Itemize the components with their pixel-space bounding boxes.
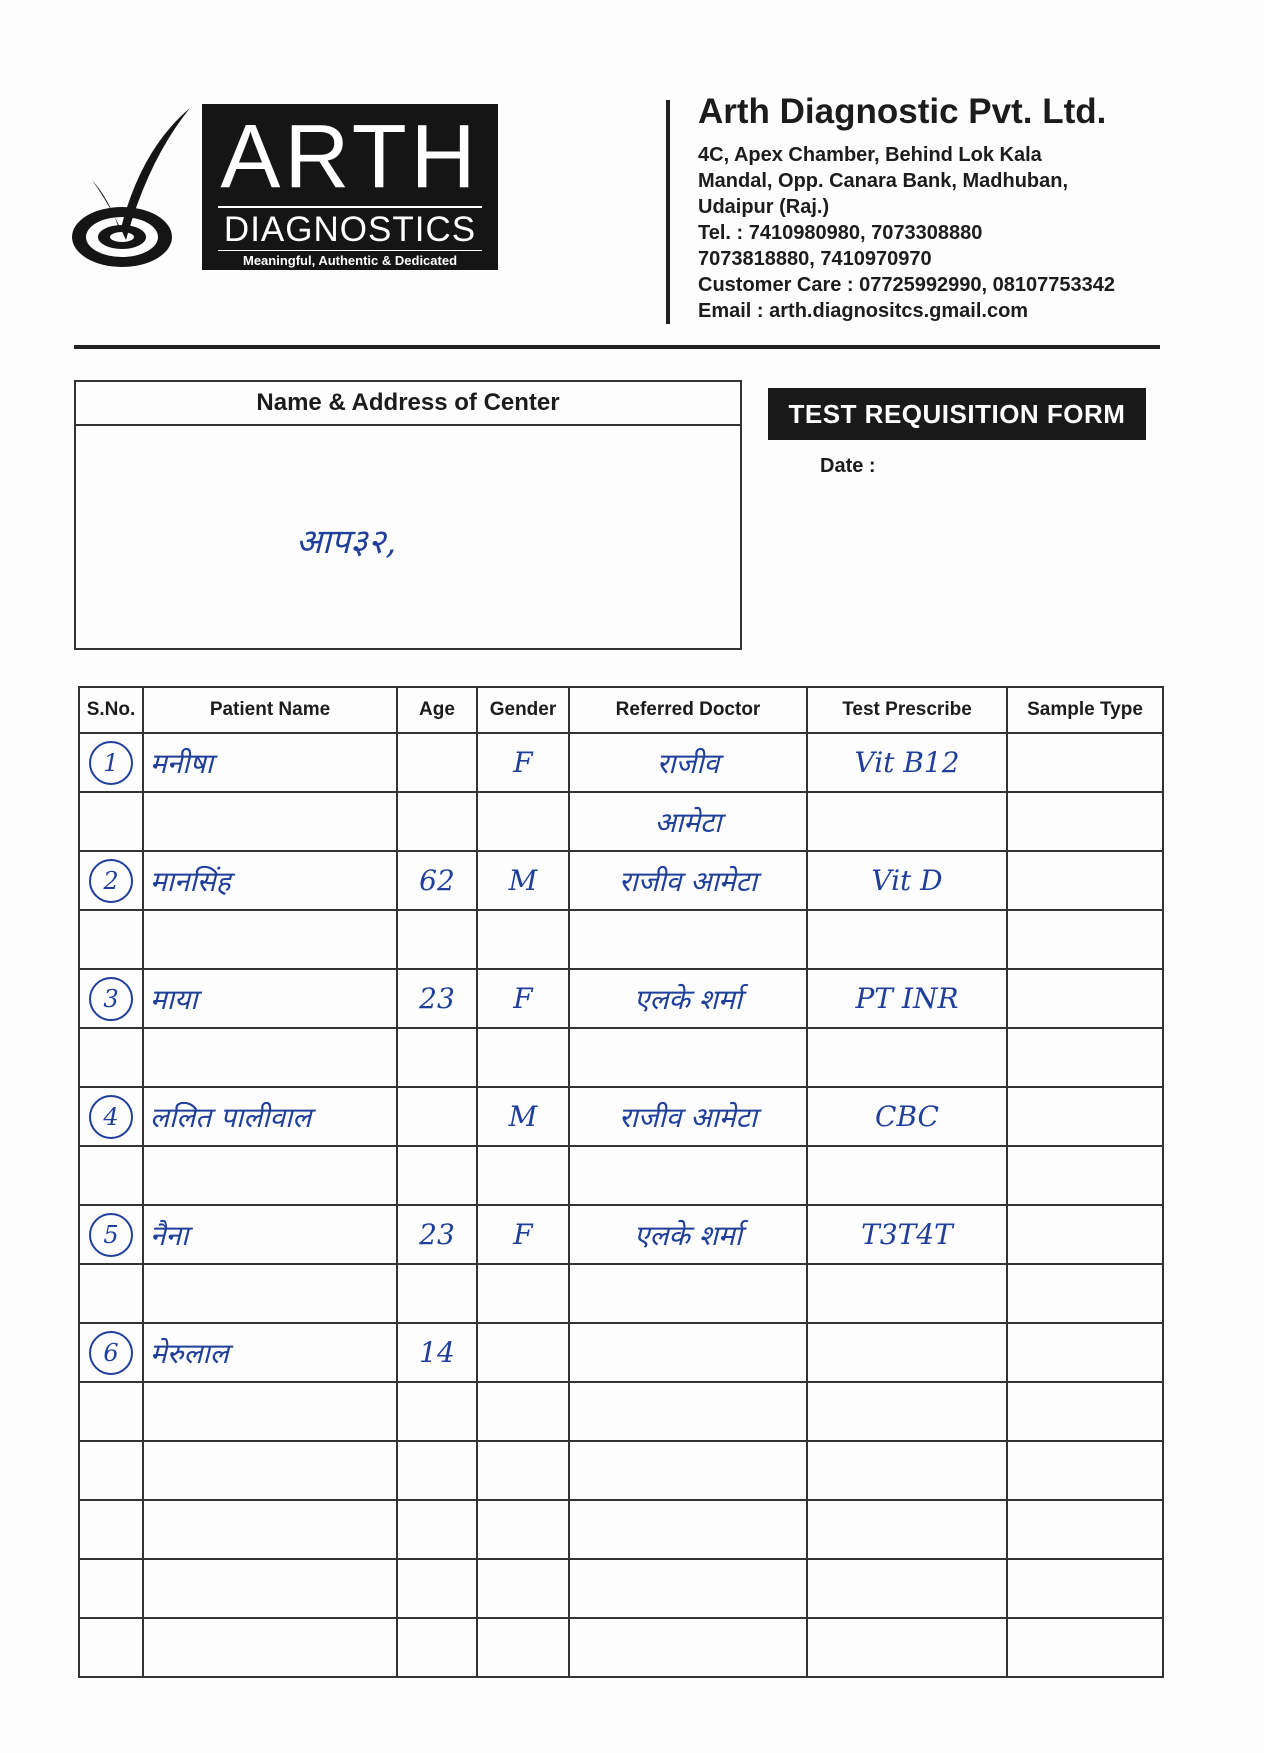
- cell-sample-type[interactable]: [1007, 1500, 1163, 1559]
- cell-age[interactable]: [397, 792, 477, 851]
- header-sample-type: Sample Type: [1007, 687, 1163, 733]
- cell-test-prescribe[interactable]: Vit B12: [807, 733, 1007, 792]
- cell-patient-name[interactable]: मनीषा: [143, 733, 397, 792]
- cell-age[interactable]: [397, 733, 477, 792]
- table-row: [79, 1087, 1163, 1146]
- table-row: [79, 1205, 1163, 1264]
- form-title: TEST REQUISITION FORM: [768, 388, 1146, 440]
- header-divider: [666, 100, 670, 324]
- cell-sno[interactable]: [79, 1323, 143, 1382]
- cell-gender[interactable]: F: [477, 733, 569, 792]
- cell-age[interactable]: 23: [397, 969, 477, 1028]
- cell-patient-name[interactable]: [143, 1500, 397, 1559]
- cell-gender[interactable]: [477, 1559, 569, 1618]
- cell-patient-name[interactable]: मेरुलाल: [143, 1323, 397, 1382]
- cell-gender[interactable]: [477, 1028, 569, 1087]
- cell-sno[interactable]: [79, 1087, 143, 1146]
- address-line-3: Udaipur (Raj.): [698, 196, 830, 218]
- cell-sample-type[interactable]: [1007, 1087, 1163, 1146]
- cell-gender[interactable]: [477, 1500, 569, 1559]
- center-address-box: [74, 380, 742, 650]
- cell-gender[interactable]: [477, 1323, 569, 1382]
- cell-patient-name[interactable]: [143, 1618, 397, 1677]
- header-test-prescribe: Test Prescribe: [807, 687, 1007, 733]
- cell-age[interactable]: [397, 1028, 477, 1087]
- phone-line-2: 7073818880, 7410970970: [698, 248, 932, 270]
- cell-sno[interactable]: [79, 1559, 143, 1618]
- cell-sno[interactable]: [79, 910, 143, 969]
- table-row: [79, 1618, 1163, 1677]
- target-check-icon: [70, 100, 202, 275]
- address-line-2: Mandal, Opp. Canara Bank, Madhuban,: [698, 170, 1069, 192]
- cell-referred-doctor[interactable]: [569, 1264, 807, 1323]
- header-rule: [74, 345, 1160, 349]
- cell-patient-name[interactable]: [143, 1382, 397, 1441]
- cell-test-prescribe[interactable]: [807, 1382, 1007, 1441]
- cell-gender[interactable]: M: [477, 851, 569, 910]
- cell-test-prescribe[interactable]: [807, 1441, 1007, 1500]
- cell-sno[interactable]: [79, 1205, 143, 1264]
- cell-test-prescribe[interactable]: PT INR: [807, 969, 1007, 1028]
- table-row: [79, 1559, 1163, 1618]
- cell-test-prescribe[interactable]: [807, 1618, 1007, 1677]
- cell-sno[interactable]: [79, 1441, 143, 1500]
- cell-age[interactable]: [397, 1559, 477, 1618]
- cell-sno[interactable]: [79, 1500, 143, 1559]
- cell-test-prescribe[interactable]: [807, 1146, 1007, 1205]
- cell-referred-doctor[interactable]: राजीव आमेटा: [569, 851, 807, 910]
- cell-referred-doctor[interactable]: आमेटा: [569, 792, 807, 851]
- table-header-row: [79, 687, 1163, 733]
- cell-test-prescribe[interactable]: [807, 1323, 1007, 1382]
- cell-sample-type[interactable]: [1007, 1264, 1163, 1323]
- sno-circle: 2: [89, 859, 133, 903]
- cell-sample-type[interactable]: [1007, 969, 1163, 1028]
- table-row: [79, 1441, 1163, 1500]
- cell-referred-doctor[interactable]: [569, 1618, 807, 1677]
- table-row: [79, 851, 1163, 910]
- cell-sample-type[interactable]: [1007, 1323, 1163, 1382]
- sno-circle: 4: [89, 1095, 133, 1139]
- cell-sno[interactable]: [79, 1264, 143, 1323]
- logo-brand-name: ARTH: [220, 107, 480, 207]
- cell-sample-type[interactable]: [1007, 733, 1163, 792]
- cell-patient-name[interactable]: ललित पालीवाल: [143, 1087, 397, 1146]
- center-box-title: Name & Address of Center: [76, 382, 740, 426]
- cell-age[interactable]: 23: [397, 1205, 477, 1264]
- cell-age[interactable]: [397, 1382, 477, 1441]
- logo-divider-2: [218, 250, 482, 251]
- sno-circle: 5: [89, 1213, 133, 1257]
- cell-test-prescribe[interactable]: T3T4T: [807, 1205, 1007, 1264]
- cell-referred-doctor[interactable]: [569, 910, 807, 969]
- cell-sample-type[interactable]: [1007, 1146, 1163, 1205]
- cell-gender[interactable]: M: [477, 1087, 569, 1146]
- cell-sample-type[interactable]: [1007, 1382, 1163, 1441]
- cell-sample-type[interactable]: [1007, 851, 1163, 910]
- cell-sno[interactable]: [79, 851, 143, 910]
- cell-patient-name[interactable]: [143, 1441, 397, 1500]
- phone-line-1: Tel. : 7410980980, 7073308880: [698, 222, 983, 244]
- company-name: Arth Diagnostic Pvt. Ltd.: [698, 92, 1107, 131]
- cell-age[interactable]: [397, 1264, 477, 1323]
- cell-test-prescribe[interactable]: Vit D: [807, 851, 1007, 910]
- header-gender: Gender: [477, 687, 569, 733]
- table-row: [79, 1028, 1163, 1087]
- cell-sample-type[interactable]: [1007, 1441, 1163, 1500]
- cell-referred-doctor[interactable]: एलके शर्मा: [569, 969, 807, 1028]
- cell-age[interactable]: [397, 1087, 477, 1146]
- cell-patient-name[interactable]: [143, 910, 397, 969]
- company-info: [698, 92, 1218, 324]
- cell-sno[interactable]: [79, 792, 143, 851]
- cell-sample-type[interactable]: [1007, 1028, 1163, 1087]
- header-referred-doctor: Referred Doctor: [569, 687, 807, 733]
- customer-care-line: Customer Care : 07725992990, 08107753342: [698, 274, 1115, 296]
- cell-referred-doctor[interactable]: [569, 1441, 807, 1500]
- cell-gender[interactable]: [477, 1146, 569, 1205]
- cell-gender[interactable]: [477, 910, 569, 969]
- cell-age[interactable]: [397, 1441, 477, 1500]
- header-sno: S.No.: [79, 687, 143, 733]
- cell-test-prescribe[interactable]: [807, 1500, 1007, 1559]
- logo-brand-sub: DIAGNOSTICS: [223, 210, 477, 249]
- cell-patient-name[interactable]: [143, 1264, 397, 1323]
- cell-test-prescribe[interactable]: [807, 1559, 1007, 1618]
- cell-test-prescribe[interactable]: [807, 1028, 1007, 1087]
- table-row: [79, 792, 1163, 851]
- cell-patient-name[interactable]: [143, 1028, 397, 1087]
- sno-circle: 6: [89, 1331, 133, 1375]
- cell-referred-doctor[interactable]: [569, 1382, 807, 1441]
- cell-patient-name[interactable]: [143, 792, 397, 851]
- cell-sno[interactable]: [79, 1618, 143, 1677]
- cell-referred-doctor[interactable]: [569, 1500, 807, 1559]
- cell-age[interactable]: 14: [397, 1323, 477, 1382]
- cell-patient-name[interactable]: माया: [143, 969, 397, 1028]
- cell-patient-name[interactable]: [143, 1559, 397, 1618]
- cell-referred-doctor[interactable]: [569, 1146, 807, 1205]
- table-row: [79, 1382, 1163, 1441]
- cell-sno[interactable]: [79, 1382, 143, 1441]
- cell-gender[interactable]: [477, 1618, 569, 1677]
- cell-test-prescribe[interactable]: [807, 1264, 1007, 1323]
- header-age: Age: [397, 687, 477, 733]
- address-line-1: 4C, Apex Chamber, Behind Lok Kala: [698, 144, 1042, 166]
- sno-circle: 3: [89, 977, 133, 1021]
- email-line: Email : arth.diagnositcs.gmail.com: [698, 300, 1029, 322]
- cell-sno[interactable]: [79, 1146, 143, 1205]
- cell-sno[interactable]: [79, 1028, 143, 1087]
- date-label: Date :: [820, 455, 876, 477]
- cell-referred-doctor[interactable]: राजीव आमेटा: [569, 1087, 807, 1146]
- company-logo: [70, 100, 500, 275]
- cell-referred-doctor[interactable]: एलके शर्मा: [569, 1205, 807, 1264]
- cell-gender[interactable]: [477, 1264, 569, 1323]
- cell-test-prescribe[interactable]: [807, 792, 1007, 851]
- logo-wordmark: [202, 104, 498, 270]
- cell-patient-name[interactable]: [143, 1146, 397, 1205]
- cell-test-prescribe[interactable]: [807, 910, 1007, 969]
- cell-referred-doctor[interactable]: [569, 1559, 807, 1618]
- cell-patient-name[interactable]: मानसिंह: [143, 851, 397, 910]
- cell-sno[interactable]: [79, 733, 143, 792]
- logo-tagline: Meaningful, Authentic & Dedicated: [242, 253, 458, 268]
- center-address-value[interactable]: आप३२,: [296, 522, 397, 562]
- cell-age[interactable]: [397, 910, 477, 969]
- table-row: [79, 910, 1163, 969]
- cell-sample-type[interactable]: [1007, 792, 1163, 851]
- table-row: [79, 1500, 1163, 1559]
- cell-gender[interactable]: F: [477, 969, 569, 1028]
- sno-circle: 1: [89, 741, 133, 785]
- logo-divider: [218, 206, 482, 208]
- cell-age[interactable]: 62: [397, 851, 477, 910]
- cell-sample-type[interactable]: [1007, 1205, 1163, 1264]
- table-row: [79, 1264, 1163, 1323]
- cell-test-prescribe[interactable]: CBC: [807, 1087, 1007, 1146]
- cell-gender[interactable]: [477, 1382, 569, 1441]
- cell-referred-doctor[interactable]: [569, 1028, 807, 1087]
- cell-age[interactable]: [397, 1146, 477, 1205]
- cell-sample-type[interactable]: [1007, 910, 1163, 969]
- cell-referred-doctor[interactable]: राजीव: [569, 733, 807, 792]
- cell-age[interactable]: [397, 1500, 477, 1559]
- cell-sno[interactable]: [79, 969, 143, 1028]
- table-row: [79, 733, 1163, 792]
- patient-table: [78, 686, 1164, 1678]
- cell-patient-name[interactable]: नैना: [143, 1205, 397, 1264]
- table-row: [79, 1146, 1163, 1205]
- table-row: [79, 969, 1163, 1028]
- cell-gender[interactable]: F: [477, 1205, 569, 1264]
- cell-gender[interactable]: [477, 792, 569, 851]
- header-patient-name: Patient Name: [143, 687, 397, 733]
- cell-sample-type[interactable]: [1007, 1559, 1163, 1618]
- cell-gender[interactable]: [477, 1441, 569, 1500]
- cell-referred-doctor[interactable]: [569, 1323, 807, 1382]
- cell-sample-type[interactable]: [1007, 1618, 1163, 1677]
- cell-age[interactable]: [397, 1618, 477, 1677]
- table-row: [79, 1323, 1163, 1382]
